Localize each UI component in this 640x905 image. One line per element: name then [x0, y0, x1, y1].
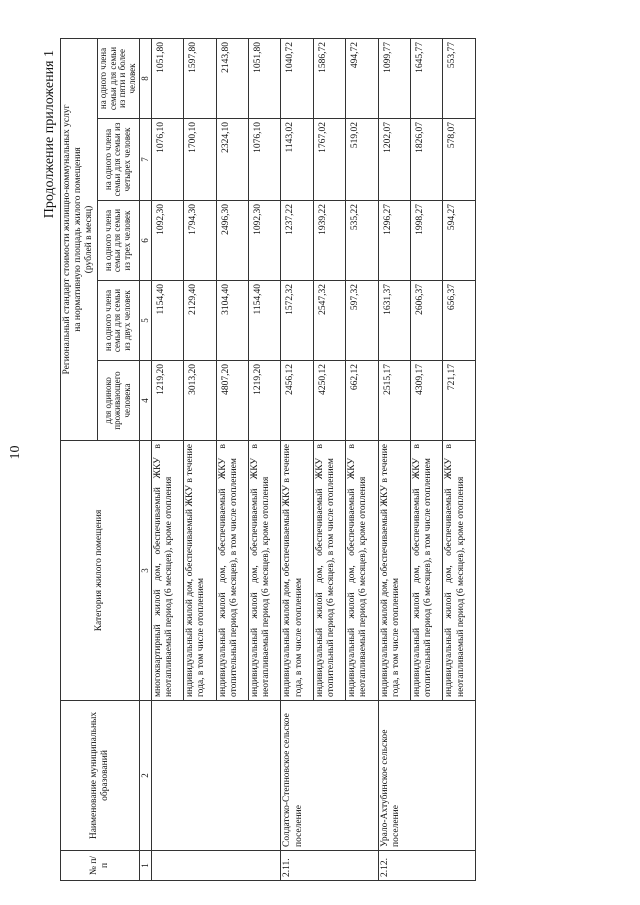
column-number: 5 [140, 281, 152, 361]
value-single: 2456,12 [281, 361, 313, 441]
value-five: 1051,80 [151, 38, 183, 118]
value-four: 1143,02 [281, 119, 313, 201]
value-three: 535,22 [346, 201, 378, 281]
value-three: 1296,27 [378, 201, 410, 281]
value-two: 3104,40 [216, 281, 248, 361]
value-two: 2606,37 [411, 281, 443, 361]
housing-category: индивидуальный жилой дом, обеспечиваемый ЖКУ в отопительный период (6 месяцев), в том числе отоплением [411, 441, 443, 701]
value-four: 1076,10 [249, 119, 281, 201]
value-two: 2129,40 [184, 281, 216, 361]
value-two: 1572,32 [281, 281, 313, 361]
column-number: 1 [140, 851, 152, 881]
value-three: 1237,22 [281, 201, 313, 281]
header-sub-four: на одного члена семьи для семьи из четырех человек [97, 119, 140, 201]
header-standard-line3: (рублей в месяц) [84, 205, 95, 274]
municipality-name: Урало-Ахтубинское сельское поселение [378, 701, 475, 851]
value-five: 2143,80 [216, 38, 248, 118]
header-standard-line1: Региональный стандарт стоимости жилищно-коммунальных услуг [62, 104, 72, 375]
value-single: 4309,17 [411, 361, 443, 441]
value-four: 1202,07 [378, 119, 410, 201]
value-single: 1219,20 [151, 361, 183, 441]
value-single: 4250,12 [313, 361, 345, 441]
column-number: 3 [140, 441, 152, 701]
row-number [151, 851, 281, 881]
value-four: 1826,07 [411, 119, 443, 201]
column-number: 8 [140, 38, 152, 118]
value-two: 1154,40 [249, 281, 281, 361]
housing-category: индивидуальный жилой дом, обеспечиваемый ЖКУ в неотапливаемый период (6 месяцев), кроме отопления [346, 441, 378, 701]
value-four: 519,02 [346, 119, 378, 201]
table-row [281, 38, 313, 880]
housing-category: индивидуальный жилой дом, обеспечиваемый ЖКУ в течение года, в том числе отоплением [378, 441, 410, 701]
value-three: 1939,22 [313, 201, 345, 281]
header-standard-line2: на нормативную площадь жилого помещения [73, 147, 84, 332]
housing-category: индивидуальный жилой дом, обеспечиваемый ЖКУ в течение года, в том числе отоплением [281, 441, 313, 701]
value-single: 662,12 [346, 361, 378, 441]
page-number: 10 [8, 445, 23, 460]
value-three: 1794,30 [184, 201, 216, 281]
value-three: 1998,27 [411, 201, 443, 281]
value-single: 1219,20 [249, 361, 281, 441]
column-number: 4 [140, 361, 152, 441]
value-two: 597,32 [346, 281, 378, 361]
value-three: 594,27 [443, 201, 475, 281]
value-four: 1767,02 [313, 119, 345, 201]
value-two: 656,37 [443, 281, 475, 361]
value-five: 1099,77 [378, 38, 410, 118]
value-five: 1586,72 [313, 38, 345, 118]
row-number: 2.11. [281, 851, 378, 881]
value-four: 1076,10 [151, 119, 183, 201]
value-single: 3013,20 [184, 361, 216, 441]
value-two: 1154,40 [151, 281, 183, 361]
housing-cost-table [60, 38, 476, 881]
value-three: 1092,30 [151, 201, 183, 281]
housing-category: многоквартирный жилой дом, обеспечиваемый ЖКУ в неотапливаемый период (6 месяцев), кроме отопления [151, 441, 183, 701]
value-single: 4807,20 [216, 361, 248, 441]
housing-category: индивидуальный жилой дом, обеспечиваемый ЖКУ в неотапливаемый период (6 месяцев), кроме отопления [249, 441, 281, 701]
header-sub-single: для одиноко проживающего человека [97, 361, 140, 441]
value-five: 1051,80 [249, 38, 281, 118]
housing-category: индивидуальный жилой дом, обеспечиваемый ЖКУ в отопительный период (6 месяцев), в том числе отоплением [216, 441, 248, 701]
table-row [378, 38, 410, 880]
header-no: № п/п [61, 851, 140, 881]
header-category: Категория жилого помещения [61, 441, 140, 701]
value-five: 1645,77 [411, 38, 443, 118]
housing-category: индивидуальный жилой дом, обеспечиваемый ЖКУ в течение года, в том числе отоплением [184, 441, 216, 701]
column-number: 7 [140, 119, 152, 201]
header-sub-two: на одного члена семьи для семьи из двух человек [97, 281, 140, 361]
value-five: 1597,80 [184, 38, 216, 118]
value-two: 1631,37 [378, 281, 410, 361]
continuation-title: Продолжение приложения 1 [42, 50, 57, 219]
value-three: 2496,30 [216, 201, 248, 281]
row-number: 2.12. [378, 851, 475, 881]
value-three: 1092,30 [249, 201, 281, 281]
municipality-name: Солдатско-Степновское сельское поселение [281, 701, 378, 851]
table-row [151, 38, 183, 880]
housing-category: индивидуальный жилой дом, обеспечиваемый ЖКУ в неотапливаемый период (6 месяцев), кроме отопления [443, 441, 475, 701]
value-single: 721,17 [443, 361, 475, 441]
value-four: 2324,10 [216, 119, 248, 201]
municipality-name [151, 701, 281, 851]
header-standard [61, 38, 98, 440]
value-five: 1040,72 [281, 38, 313, 118]
header-sub-five: на одного члена семьи для семьи из пяти и более человек [97, 38, 140, 118]
value-single: 2515,17 [378, 361, 410, 441]
header-municipality: Наименование муниципальных образований [61, 701, 140, 851]
housing-category: индивидуальный жилой дом, обеспечиваемый ЖКУ в отопительный период (6 месяцев), в том числе отоплением [313, 441, 345, 701]
value-four: 578,07 [443, 119, 475, 201]
column-number: 2 [140, 701, 152, 851]
value-five: 494,72 [346, 38, 378, 118]
column-number: 6 [140, 201, 152, 281]
value-two: 2547,32 [313, 281, 345, 361]
value-five: 553,77 [443, 38, 475, 118]
value-four: 1700,10 [184, 119, 216, 201]
header-sub-three: на одного члена семьи для семьи из трех человек [97, 201, 140, 281]
